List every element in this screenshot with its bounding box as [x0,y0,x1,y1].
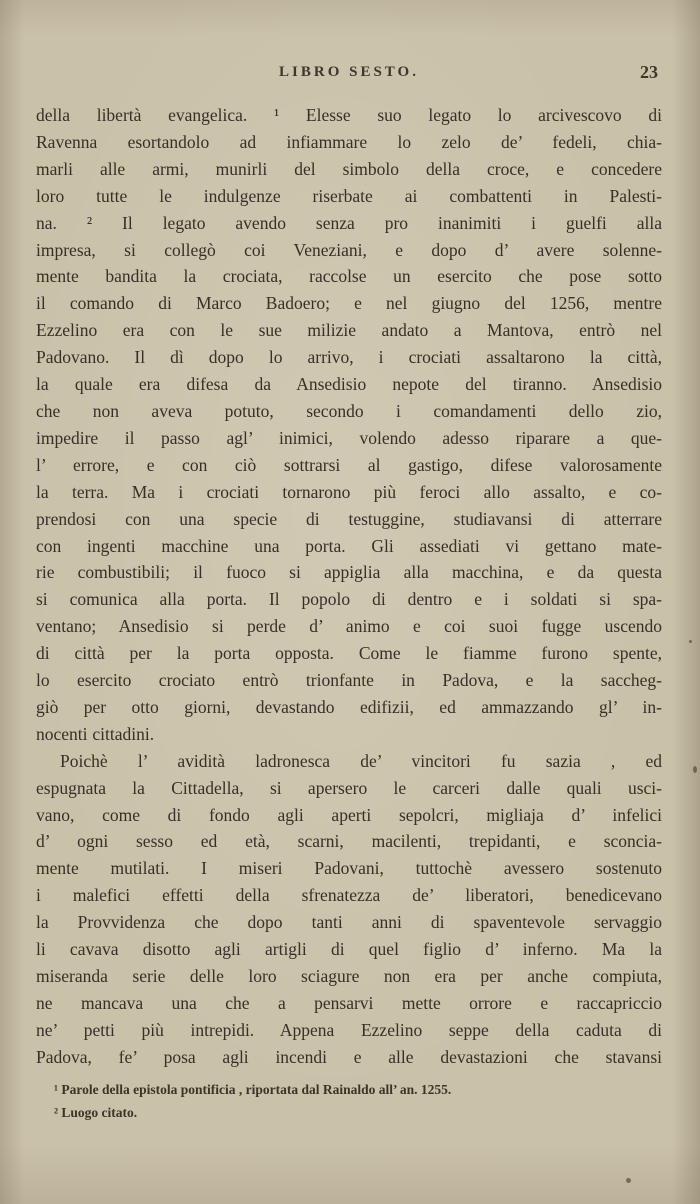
text-line: Ravenna esortandolo ad infiammare lo zelo de’ fedeli, chia- [36,131,662,152]
text-line: ventano; Ansedisio si perde d’ animo e coi suoi fugge uscendo [36,616,662,637]
text-line: prendosi con una specie di testuggine, studiavansi di atterrare [36,508,662,529]
text-line: loro tutte le indulgenze riserbate ai combattenti in Palesti- [36,185,662,206]
text-line: nocenti cittadini. [36,723,155,744]
text-line: la terra. Ma i crociati tornarono più feroci allo assalto, e co- [36,481,662,502]
body-text [36,102,662,1071]
text-line: vano, come di fondo agli aperti sepolcri, migliaja d’ infelici [36,804,662,825]
text-line: impresa, si collegò coi Veneziani, e dopo d’ avere solenne- [36,239,662,260]
text-line: giò per otto giorni, devastando edifizii, ed ammazzando gl’ in- [36,696,662,717]
text-line: ne mancava una che a pensarvi mette orrore e raccapriccio [36,992,662,1013]
text-line: la Provvidenza che dopo tanti anni di spaventevole servaggio [36,912,662,933]
running-title: LIBRO SESTO. [279,64,419,80]
footnote-line: ¹ Parole della epistola pontificia , riportata dal Rainaldo all’ an. 1255. [54,1081,452,1097]
text-line: i malefici effetti della sfrenatezza de’ liberatori, benedicevano [36,885,662,906]
paper-speck [626,1178,631,1183]
text-line: impedire il passo agl’ inimici, volendo adesso riparare a que- [36,427,662,448]
text-line: con ingenti macchine una porta. Gli assediati vi gettano mate- [36,535,662,556]
paper-speck [689,640,692,643]
text-line: ne’ petti più intrepidi. Appena Ezzelino seppe della caduta di [36,1019,662,1040]
text-line: Poichè l’ avidità ladronesca de’ vincitori fu sazia , ed [60,750,662,771]
page-number: 23 [640,62,658,82]
text-line: la quale era difesa da Ansedisio nepote del tiranno. Ansedisio [36,374,662,395]
footnotes [36,1078,662,1124]
page-header [36,64,662,94]
text-line: di città per la porta opposta. Come le fiamme furono spente, [36,643,662,664]
text-line: li cavava disotto agli artigli di quel figlio d’ inferno. Ma la [36,939,662,960]
text-line: Padova, fe’ posa agli incendi e alle devastazioni che stavansi [36,1046,662,1067]
text-line: che non aveva potuto, secondo i comandamenti dello zio, [36,400,662,421]
text-line: della libertà evangelica. ¹ Elesse suo legato lo arcivescovo di [36,105,662,125]
text-line: espugnata la Cittadella, si apersero le carceri dalle quali usci- [36,777,662,798]
text-line: si comunica alla porta. Il popolo di dentro e i soldati si spa- [36,589,662,610]
text-line: mente bandita la crociata, raccolse un esercito che pose sotto [36,266,662,287]
text-line: il comando di Marco Badoero; e nel giugno del 1256, mentre [36,293,662,314]
text-line: miseranda serie delle loro sciagure non era per anche compiuta, [36,966,662,986]
text-line: na. ² Il legato avendo senza pro inanimiti i guelfi alla [36,212,662,233]
text-line: marli alle armi, munirli del simbolo della croce, e concedere [36,158,662,179]
text-line: d’ ogni sesso ed età, scarni, macilenti, trepidanti, e sconcia- [36,831,662,852]
text-line: lo esercito crociato entrò trionfante in Padova, e la saccheg- [36,670,662,691]
text-line: Ezzelino era con le sue milizie andato a Mantova, entrò nel [36,320,662,341]
text-line: mente mutilati. I miseri Padovani, tuttochè avessero sostenuto [36,858,662,879]
paper-speck [693,766,697,773]
text-line: Padovano. Il dì dopo lo arrivo, i crociati assaltarono la città, [36,347,662,368]
footnote-line: ² Luogo citato. [54,1104,138,1120]
text-line: rie combustibili; il fuoco si appiglia alla macchina, e da questa [36,562,662,583]
text-line: l’ errore, e con ciò sottrarsi al gastigo, difese valorosamente [36,454,662,475]
